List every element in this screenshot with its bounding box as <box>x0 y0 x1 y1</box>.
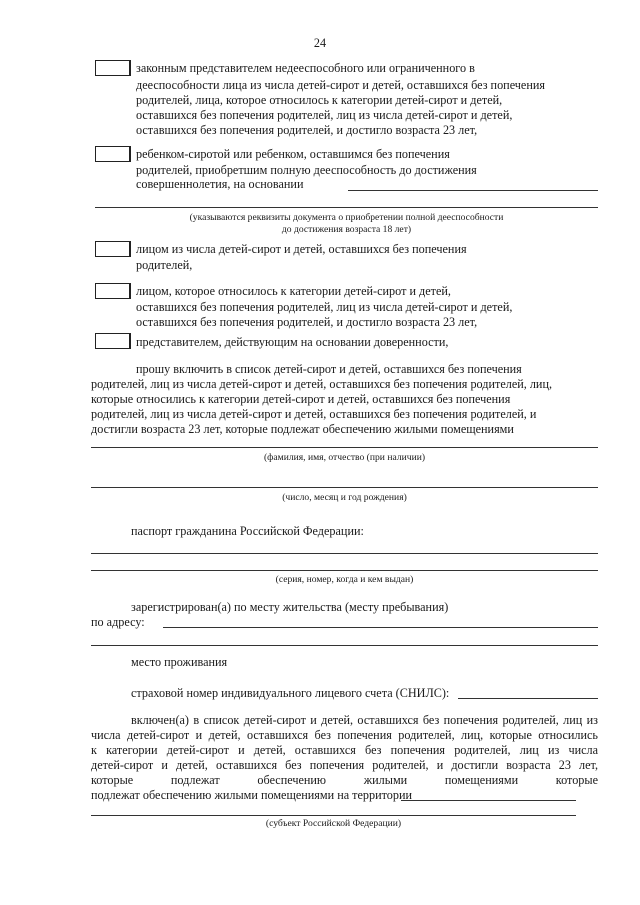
basis-caption-2: до достижения возраста 18 лет) <box>281 224 412 235</box>
checkbox-legal-representative[interactable] <box>95 60 131 76</box>
option1-line-4: оставшихся без попечения родителей, лиц из числа детей-сирот и детей, <box>136 108 513 122</box>
passport-caption: (серия, номер, когда и кем выдан) <box>275 574 414 585</box>
address-input-line-2[interactable] <box>91 645 598 646</box>
option4-line-3: оставшихся без попечения родителей, и достигло возраста 23 лет, <box>136 315 478 329</box>
option4-line-2: оставшихся без попечения родителей, лиц из числа детей-сирот и детей, <box>136 300 513 314</box>
option3-line-1: лицом из числа детей-сирот и детей, оставшихся без попечения <box>136 242 467 256</box>
included-line-1: включен(а) в список детей-сирот и детей, оставшихся без попечения родителей, лиц из <box>131 713 598 727</box>
request-line-5: достигли возраста 23 лет, которые подлежат обеспечению жилыми помещениями <box>91 422 514 436</box>
option1-line-5: оставшихся без попечения родителей, и достигло возраста 23 лет, <box>136 123 478 137</box>
basis-input-line-2[interactable] <box>95 207 598 208</box>
passport-input-line-1[interactable] <box>91 553 598 554</box>
basis-caption-1: (указываются реквизиты документа о приобретении полной дееспособности <box>189 212 504 223</box>
fio-caption: (фамилия, имя, отчество (при наличии) <box>263 452 426 463</box>
included-line-5: которые подлежат обеспечению жилыми помещениями которые <box>91 773 598 787</box>
included-line-6: подлежат обеспечению жилыми помещениями на территории <box>91 788 413 802</box>
option1-line-3: родителей, лица, которое относилось к категории детей-сирот и детей, <box>136 93 503 107</box>
checkbox-proxy-representative[interactable] <box>95 333 131 349</box>
option2-line-3: совершеннолетия, на основании <box>136 177 304 191</box>
page-number: 24 <box>313 36 327 50</box>
registration-line-2: по адресу: <box>91 615 145 629</box>
residence-label: место проживания <box>131 655 228 669</box>
included-line-3: к категории детей-сирот и детей, оставшихся без попечения родителей, лиц из числа <box>91 743 598 757</box>
request-line-1: прошу включить в список детей-сирот и детей, оставшихся без попечения <box>136 362 522 376</box>
passport-input-line-2[interactable] <box>91 570 598 571</box>
request-line-3: которые относились к категории детей-сирот и детей, оставшихся без попечения <box>91 392 511 406</box>
request-line-4: родителей, лиц из числа детей-сирот и детей, оставшихся без попечения родителей, и <box>91 407 537 421</box>
checkbox-former-orphan-category[interactable] <box>95 283 131 299</box>
basis-input-line-1[interactable] <box>348 190 598 191</box>
option1-line-1: законным представителем недееспособного или ограниченного в <box>136 61 475 75</box>
option1-line-2: дееспособности лица из числа детей-сирот и детей, оставшихся без попечения <box>136 78 545 92</box>
registration-line-1: зарегистрирован(а) по месту жительства (месту пребывания) <box>131 600 449 614</box>
subject-caption: (субъект Российской Федерации) <box>265 818 402 829</box>
request-line-2: родителей, лиц из числа детей-сирот и детей, оставшихся без попечения родителей, лиц, <box>91 377 553 391</box>
option5-line-1: представителем, действующим на основании доверенности, <box>136 335 449 349</box>
address-input-line-1[interactable] <box>163 627 598 628</box>
checkbox-orphan-person[interactable] <box>95 241 131 257</box>
fio-input-line[interactable] <box>91 447 598 448</box>
passport-label: паспорт гражданина Российской Федерации: <box>131 524 364 538</box>
option2-line-2: родителей, приобретшим полную дееспособность до достижения <box>136 163 477 177</box>
option2-line-1: ребенком-сиротой или ребенком, оставшимся без попечения <box>136 147 450 161</box>
option3-line-2: родителей, <box>136 258 193 272</box>
birthdate-caption: (число, месяц и год рождения) <box>282 492 407 503</box>
option4-line-1: лицом, которое относилось к категории детей-сирот и детей, <box>136 284 451 298</box>
checkbox-orphan-full-capacity[interactable] <box>95 146 131 162</box>
territory-input-line-2[interactable] <box>91 815 576 816</box>
snils-input-line[interactable] <box>458 698 598 699</box>
included-line-2: числа детей-сирот и детей, оставшихся без попечения родителей, лиц, которые относились <box>91 728 598 742</box>
included-line-4: детей-сирот и детей, оставшихся без попечения родителей, и достигли возраста 23 лет, <box>91 758 598 772</box>
territory-input-line-1[interactable] <box>401 800 576 801</box>
snils-label: страховой номер индивидуального лицевого счета (СНИЛС): <box>131 686 450 700</box>
birthdate-input-line[interactable] <box>91 487 598 488</box>
